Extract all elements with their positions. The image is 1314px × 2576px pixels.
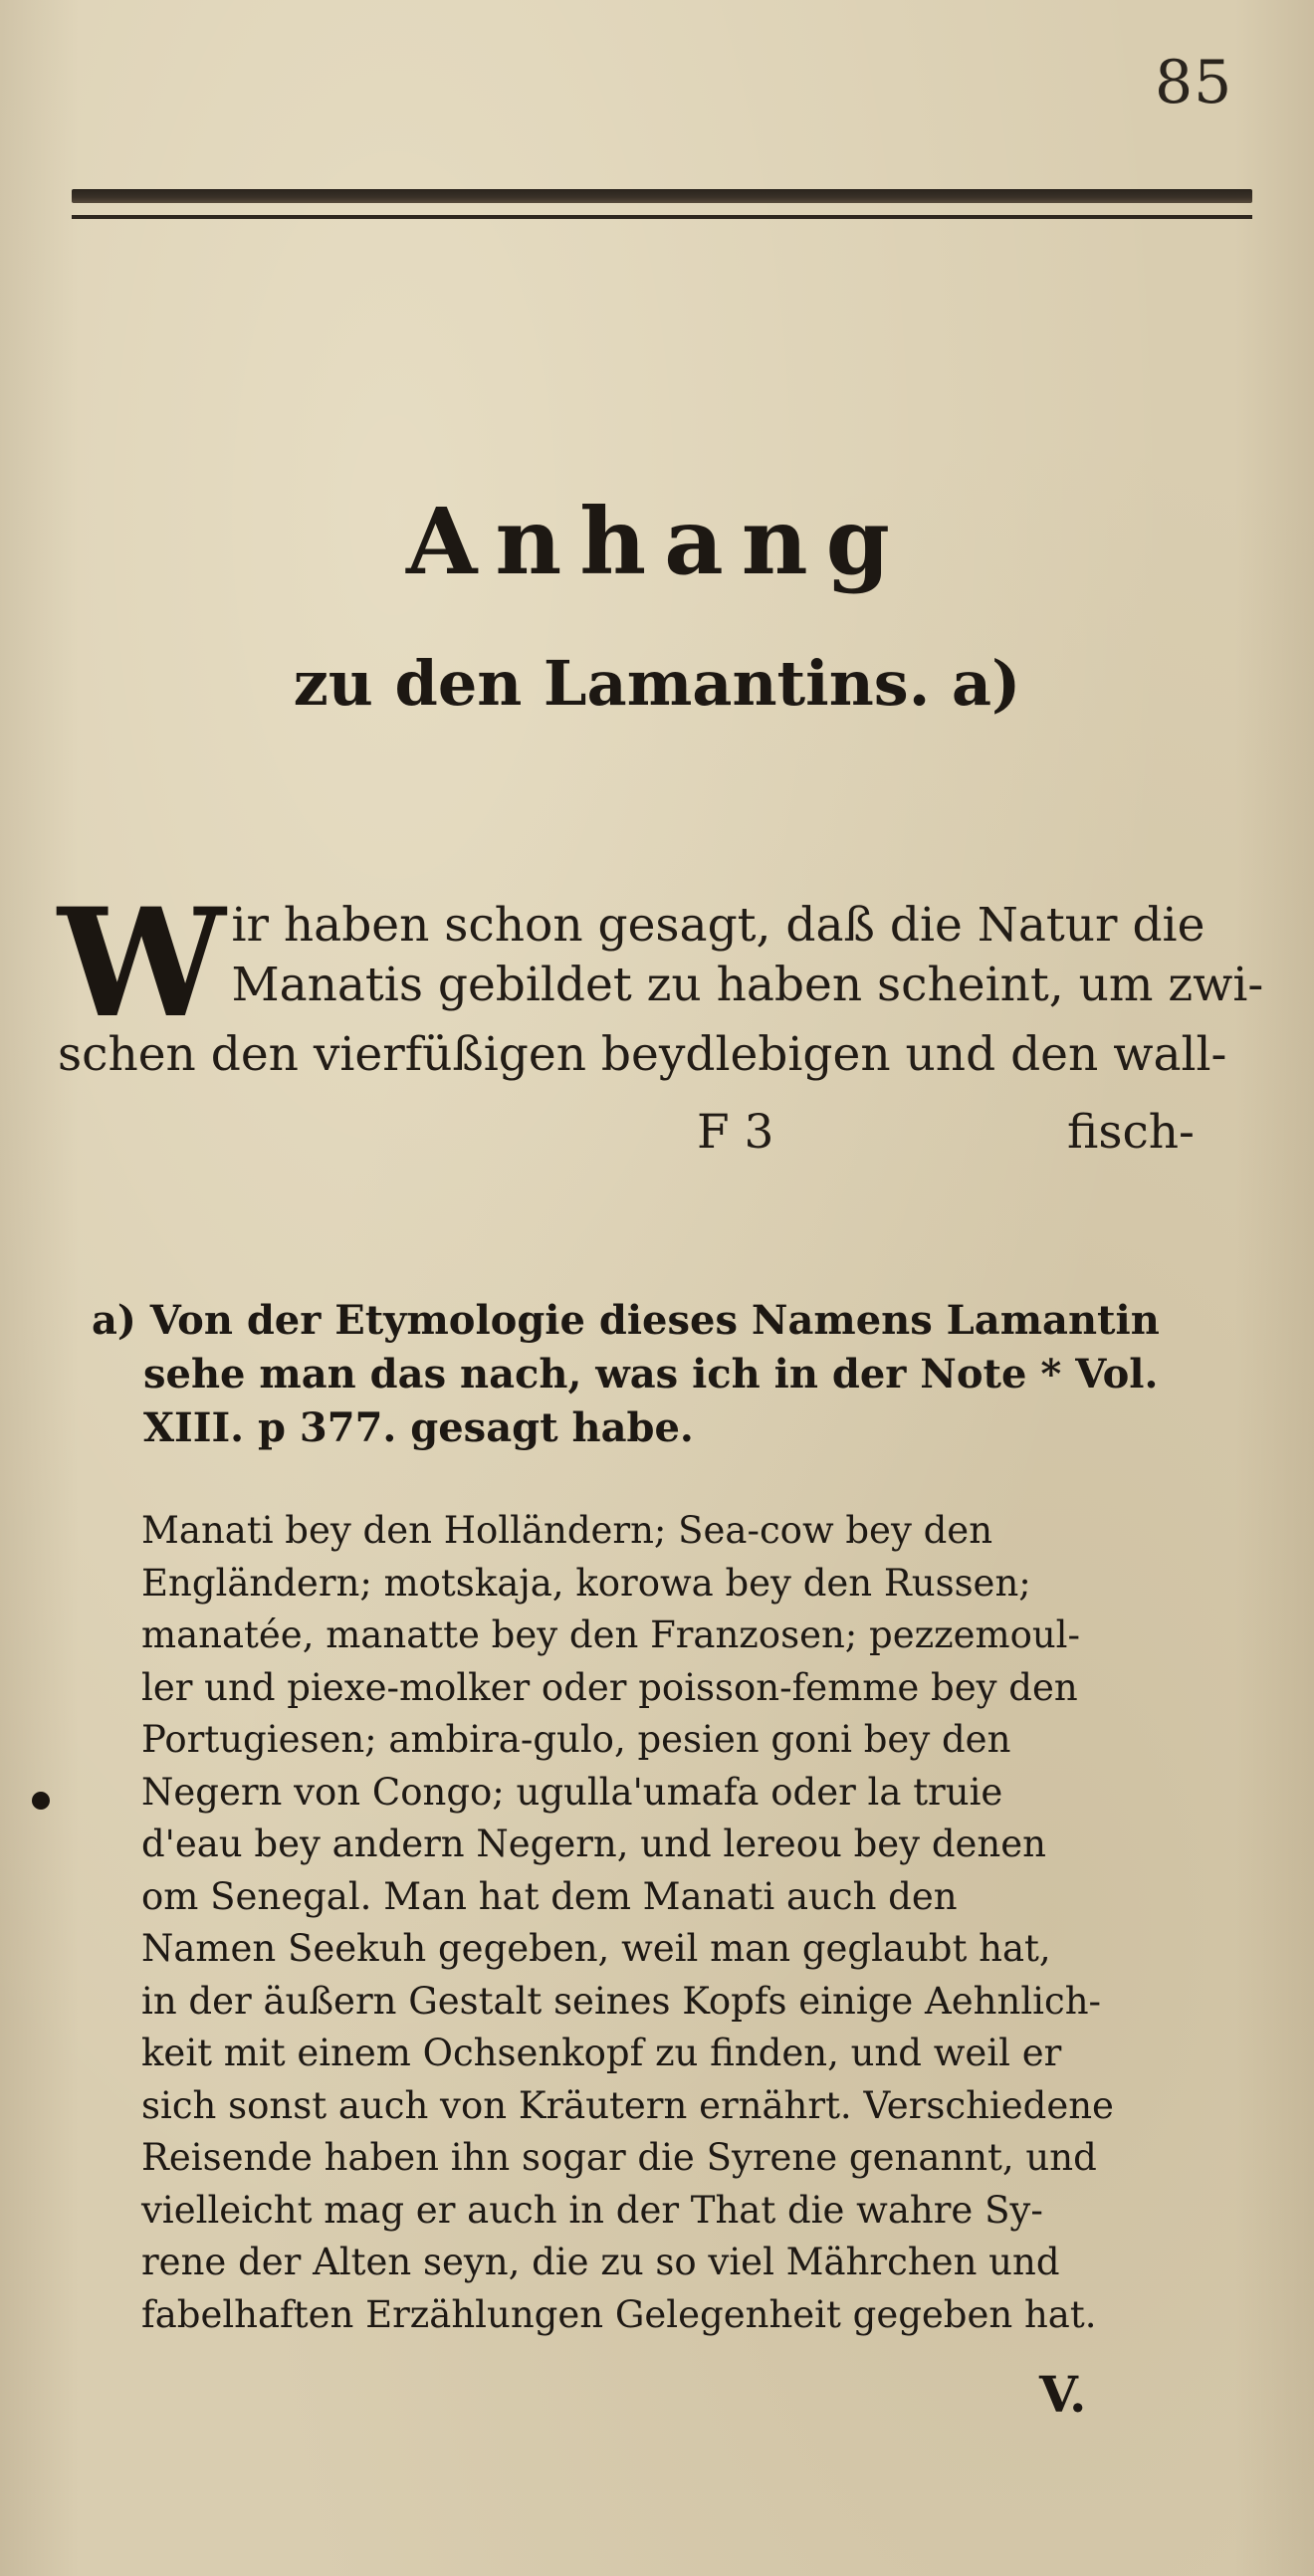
header-rule-thick: [72, 189, 1252, 203]
note-line: Portugiesen; ambira-gulo, pesien goni bey den: [141, 1718, 1011, 1761]
body-line: schen den vierfüßigen beydlebigen und den wall-: [58, 1027, 1227, 1082]
page-title: Anhang: [406, 488, 908, 595]
note-line: Engländern; motskaja, korowa bey den Russen;: [141, 1561, 1031, 1605]
footnote-line: XIII. p 377. gesagt habe.: [143, 1404, 694, 1451]
signature-line: [0, 1105, 1314, 1165]
drop-cap: W: [58, 876, 226, 1051]
note-line: rene der Alten seyn, die zu so viel Mährchen und: [141, 2241, 1060, 2283]
footnote: [92, 1294, 1250, 1455]
note-line: keit mit einem Ochsenkopf zu finden, und weil er: [141, 2032, 1062, 2074]
note-line: manatée, manatte bey den Franzosen; pezzemoul-: [141, 1613, 1081, 1656]
note-line: om Senegal. Man hat dem Manati auch den: [141, 1874, 958, 1918]
note-line: vielleicht mag er auch in der That die wahre Sy-: [141, 2188, 1043, 2232]
note-line: ler und piexe-molker oder poisson-femme bey den: [141, 1665, 1078, 1709]
body-line: ir haben schon gesagt, daß die Natur die: [231, 898, 1205, 953]
page-number: 85: [1155, 48, 1233, 117]
note-line: in der äußern Gestalt seines Kopfs einige Aehnlich-: [141, 1979, 1102, 2023]
body-text: [58, 876, 1264, 1085]
footnote-line: a) Von der Etymologie dieses Namens Lamantin: [92, 1297, 1160, 1344]
printer-signature: F 3: [697, 1105, 774, 1160]
footnote-line: sehe man das nach, was ich in der Note * Vol.: [143, 1351, 1159, 1397]
note-line: sich sonst auch von Kräutern ernährt. Verschiedene: [141, 2083, 1114, 2127]
note-line: Negern von Congo; ugulla'umafa oder la truie: [141, 1770, 1003, 1814]
header-rule-thin: [72, 215, 1252, 219]
note-line: Namen Seekuh gegeben, weil man geglaubt hat,: [141, 1927, 1051, 1970]
page-subtitle: zu den Lamantins. a): [293, 647, 1021, 720]
catchword: fisch-: [1067, 1105, 1195, 1160]
ink-spot: [32, 1792, 50, 1810]
note-line: Manati bey den Holländern; Sea-cow bey den: [141, 1509, 993, 1552]
body-line: Manatis gebildet zu haben scheint, um zwi-: [231, 958, 1264, 1012]
note-line: Reisende haben ihn sogar die Syrene genannt, und: [141, 2136, 1097, 2179]
note-block: [141, 1505, 1250, 2341]
note-line: fabelhaften Erzählungen Gelegenheit gegeben hat.: [141, 2292, 1097, 2336]
bottom-catchword: V.: [1039, 2365, 1087, 2424]
note-line: d'eau bey andern Negern, und lereou bey denen: [141, 1823, 1046, 1865]
